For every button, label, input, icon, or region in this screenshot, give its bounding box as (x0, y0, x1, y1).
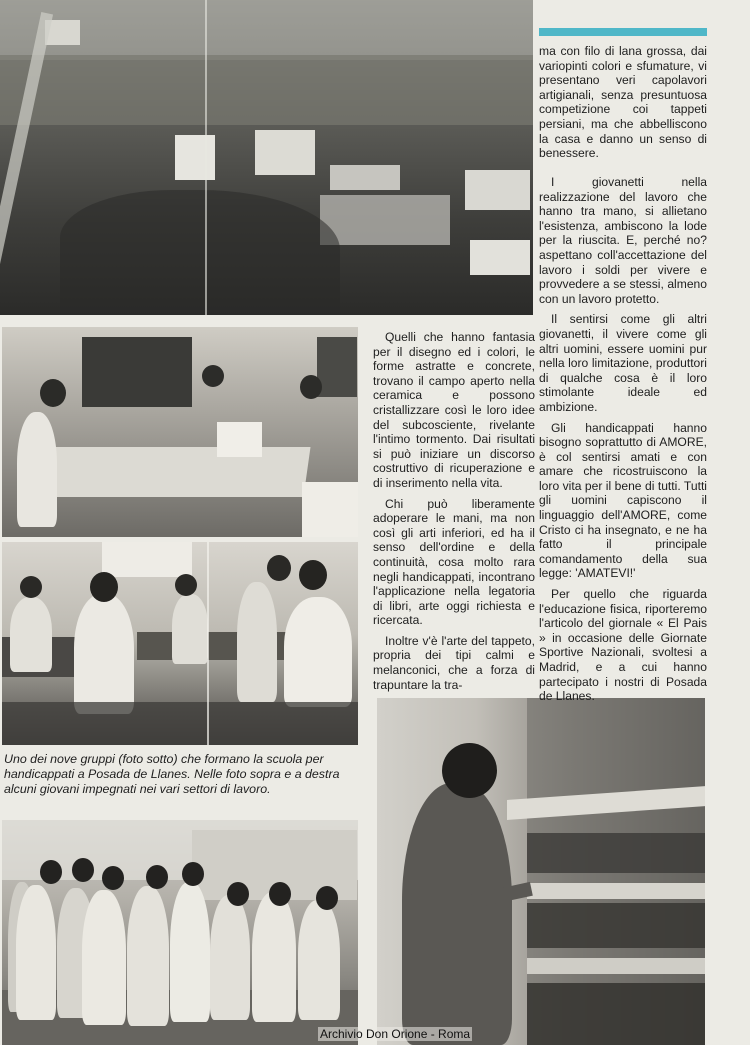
aerial-photo-school (0, 0, 533, 315)
photo-bookbinding-workshop (2, 542, 358, 745)
paragraph: Per quello che riguarda l'educazione fisica, riporteremo l'articolo del giornale « El Pais » in occasione delle Giornate Sportive Nazionali, svoltesi a Madrid, e a cui hanno partecipato i nostri di Posada de Llanes. (539, 587, 707, 704)
photo-ceramics-workshop (2, 327, 358, 537)
paragraph: ma con filo di lana grossa, dai variopinti colori e sfumature, vi presentano veri capolavori artigianali, senza presuntuosa competizione coi tappeti persiani, ma che abbelliscono la casa e danno un senso di benessere. (539, 44, 707, 161)
text-column-right (539, 175, 707, 710)
paragraph: Chi può liberamente adoperare le mani, ma non così gli arti inferiori, ed ha il senso dell'ordine e della continuità, cosa molto rara negli handicappati, incontrano l'applicazione nella legatoria di libri, arte oggi richiesta e ricercata. (373, 496, 535, 628)
text-column-right-top (539, 44, 707, 167)
text-column-middle (373, 330, 535, 698)
accent-bar (539, 28, 707, 36)
paragraph: Il sentirsi come gli altri giovanetti, il vivere come gli altri uomini, essere uomini pur nella loro limitazione, produttori di qualche cosa è il loro stimolante ideale ed ambizione. (539, 312, 707, 414)
photo-caption: Uno dei nove gruppi (foto sotto) che formano la scuola per handicappati a Posada de Llanes. Nelle foto sopra e a destra alcuni giovani impegnati nei vari settori di lavoro. (4, 752, 340, 797)
paragraph: Quelli che hanno fantasia per il disegno ed i colori, le forme astratte e concrete, trovano il campo aperto nella ceramica e possono cristallizzare così le loro idee del subcosciente, rivelante l'intimo tormento. Dai risultati si può iniziare un discorso costruttivo di ricuperazione e di inserimento nella vita. (373, 330, 535, 490)
photo-student-group (2, 820, 358, 1045)
paragraph: Gli handicappati hanno bisogno soprattutto di AMORE, è col sentirsi amati e con amare che ricostruiscono la loro vita per il bene di tutti. Tutti gli uomini capiscono il linguaggio dell'AMORE, come Cristo ci ha insegnato, e ne ha fatto il principale comandamento della sua legge: 'AMATEVI!' (539, 420, 707, 581)
paragraph: I giovanetti nella realizzazione del lavoro che hanno tra mano, si allietano l'esistenza, ambiscono la lode per la riuscita. E, perché no? aspettano coll'accettazione del lavoro i soldi per vivere e provvedere a se stessi, almeno con un lavoro protetto. (539, 175, 707, 306)
archive-label: Archivio Don Orione - Roma (320, 1027, 471, 1041)
photo-carpet-loom (377, 698, 705, 1045)
paragraph: Inoltre v'è l'arte del tappeto, propria dei tipi calmi e melanconici, che a forza di trapuntare la tra- (373, 633, 535, 692)
